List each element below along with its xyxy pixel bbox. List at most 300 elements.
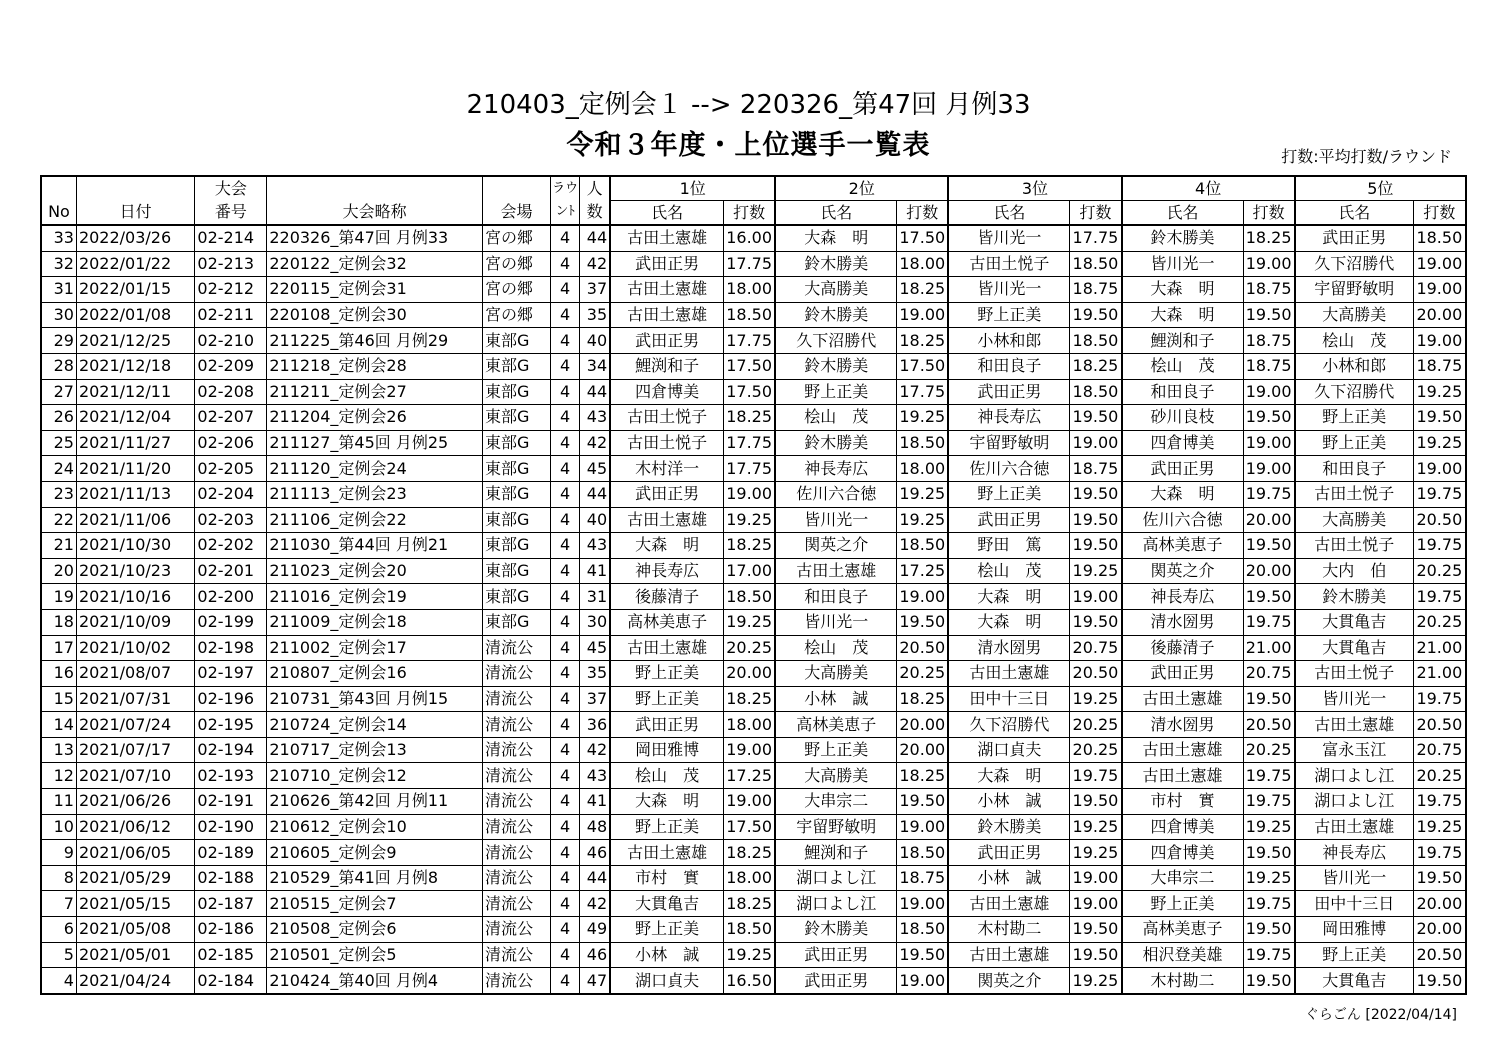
row-taikai-number: 02-185: [195, 942, 267, 968]
rank-4-score: 19.00: [1243, 379, 1295, 405]
rank-5-score: 19.75: [1413, 584, 1466, 610]
rank-1-score: 17.75: [724, 456, 776, 482]
rank-4-player-name: 大森 明: [1122, 481, 1244, 507]
rank-4-player-name: 古田土憲雄: [1122, 763, 1244, 789]
rank-3-score: 19.25: [1070, 968, 1122, 994]
rank-3-player-name: 武田正男: [948, 507, 1070, 533]
row-taikai-number: 02-208: [195, 379, 267, 405]
rank-1-score: 19.25: [724, 507, 776, 533]
row-date: 2021/06/12: [76, 814, 194, 840]
rank-5-score: 20.00: [1413, 302, 1466, 328]
rank-1-player-name: 古田土悦子: [610, 430, 723, 456]
rank-1-score: 17.50: [724, 814, 776, 840]
rank-4-score: 19.00: [1243, 430, 1295, 456]
row-tournament-name: 210807_定例会16: [267, 661, 483, 687]
row-round: 4: [550, 891, 579, 917]
row-people: 34: [580, 353, 610, 379]
row-round: 4: [550, 789, 579, 815]
row-taikai-number: 02-191: [195, 789, 267, 815]
row-no: 31: [41, 277, 76, 303]
row-people: 43: [580, 533, 610, 559]
row-people: 44: [580, 379, 610, 405]
rank-4-player-name: 市村 實: [1122, 789, 1244, 815]
row-date: 2021/11/06: [76, 507, 194, 533]
rank-5-score: 19.50: [1413, 968, 1466, 994]
row-people: 36: [580, 712, 610, 738]
rank-5-score: 19.75: [1413, 481, 1466, 507]
rank-2-player-name: 大高勝美: [775, 661, 897, 687]
rank-5-player-name: 古田土憲雄: [1295, 814, 1413, 840]
rank-4-player-name: 鯉渕和子: [1122, 328, 1244, 354]
rank-4-score: 20.00: [1243, 558, 1295, 584]
rank-5-score: 20.00: [1413, 891, 1466, 917]
rank-5-score: 20.25: [1413, 609, 1466, 635]
rank-3-player-name: 久下沼勝代: [948, 712, 1070, 738]
row-people: 42: [580, 430, 610, 456]
table-row: [41, 865, 1466, 891]
header-people-top: 人: [580, 176, 610, 201]
rank-3-score: 18.50: [1070, 251, 1122, 277]
rank-5-player-name: 湖口よし江: [1295, 789, 1413, 815]
row-people: 44: [580, 865, 610, 891]
rank-4-score: 19.50: [1243, 584, 1295, 610]
row-taikai-number: 02-200: [195, 584, 267, 610]
rank-3-score: 20.50: [1070, 661, 1122, 687]
row-taikai-number: 02-209: [195, 353, 267, 379]
row-no: 4: [41, 968, 76, 994]
table-row: [41, 507, 1466, 533]
row-people: 48: [580, 814, 610, 840]
table-row: [41, 917, 1466, 943]
header-shimei-1: 氏名: [610, 201, 723, 226]
rank-2-score: 18.50: [897, 533, 949, 559]
rank-1-player-name: 湖口貞夫: [610, 968, 723, 994]
row-no: 15: [41, 686, 76, 712]
row-date: 2021/06/26: [76, 789, 194, 815]
header-rank-3: 3位: [948, 176, 1121, 201]
rank-5-player-name: 岡田雅博: [1295, 917, 1413, 943]
rank-5-score: 20.00: [1413, 917, 1466, 943]
rank-4-player-name: 高林美恵子: [1122, 533, 1244, 559]
row-date: 2021/05/29: [76, 865, 194, 891]
rank-1-score: 18.25: [724, 405, 776, 431]
row-round: 4: [550, 661, 579, 687]
rank-1-player-name: 古田土憲雄: [610, 225, 723, 251]
row-round: 4: [550, 584, 579, 610]
row-no: 5: [41, 942, 76, 968]
row-tournament-name: 210605_定例会9: [267, 840, 483, 866]
row-taikai-number: 02-196: [195, 686, 267, 712]
table-row: [41, 277, 1466, 303]
row-taikai-number: 02-203: [195, 507, 267, 533]
rank-2-player-name: 桧山 茂: [775, 635, 897, 661]
rank-2-player-name: 武田正男: [775, 942, 897, 968]
rank-3-player-name: 古田土憲雄: [948, 891, 1070, 917]
rank-5-score: 19.25: [1413, 379, 1466, 405]
row-date: 2021/11/27: [76, 430, 194, 456]
rank-5-score: 18.75: [1413, 353, 1466, 379]
rank-1-score: 19.00: [724, 789, 776, 815]
rank-5-player-name: 湖口よし江: [1295, 763, 1413, 789]
row-tournament-name: 220122_定例会32: [267, 251, 483, 277]
rank-5-player-name: 鈴木勝美: [1295, 584, 1413, 610]
table-row: [41, 379, 1466, 405]
rank-1-score: 17.75: [724, 251, 776, 277]
row-taikai-number: 02-212: [195, 277, 267, 303]
rank-2-player-name: 高林美恵子: [775, 712, 897, 738]
row-venue: 清流公: [483, 840, 551, 866]
row-no: 7: [41, 891, 76, 917]
row-tournament-name: 211120_定例会24: [267, 456, 483, 482]
table-row: [41, 584, 1466, 610]
header-people: 数: [580, 201, 610, 226]
header-row-top: [41, 176, 1466, 201]
rank-1-player-name: 古田土憲雄: [610, 840, 723, 866]
rank-2-player-name: 和田良子: [775, 584, 897, 610]
row-taikai-number: 02-210: [195, 328, 267, 354]
rank-2-player-name: 野上正美: [775, 737, 897, 763]
rank-4-player-name: 後藤清子: [1122, 635, 1244, 661]
rank-4-player-name: 佐川六合徳: [1122, 507, 1244, 533]
rank-2-score: 20.00: [897, 712, 949, 738]
rank-2-player-name: 湖口よし江: [775, 865, 897, 891]
rank-2-score: 19.00: [897, 814, 949, 840]
row-round: 4: [550, 328, 579, 354]
rank-3-player-name: 野田 篤: [948, 533, 1070, 559]
header-round: ンﾄ: [550, 201, 579, 226]
row-people: 30: [580, 609, 610, 635]
rank-5-player-name: 大高勝美: [1295, 302, 1413, 328]
rank-3-score: 18.75: [1070, 277, 1122, 303]
row-venue: 清流公: [483, 686, 551, 712]
rank-1-score: 17.75: [724, 328, 776, 354]
footer-credit: ぐらごん [2022/04/14]: [1304, 1007, 1457, 1023]
rank-5-player-name: 小林和郎: [1295, 353, 1413, 379]
rank-1-player-name: 武田正男: [610, 481, 723, 507]
rank-1-score: 19.00: [724, 481, 776, 507]
rank-5-score: 20.75: [1413, 737, 1466, 763]
rank-5-player-name: 富永玉江: [1295, 737, 1413, 763]
row-taikai-number: 02-199: [195, 609, 267, 635]
rank-2-score: 18.50: [897, 840, 949, 866]
row-venue: 東部G: [483, 353, 551, 379]
header-rank-1: 1位: [610, 176, 775, 201]
rank-2-score: 18.50: [897, 917, 949, 943]
rank-2-score: 18.50: [897, 430, 949, 456]
rank-3-score: 18.50: [1070, 328, 1122, 354]
row-people: 47: [580, 968, 610, 994]
row-taikai-number: 02-190: [195, 814, 267, 840]
row-date: 2021/07/17: [76, 737, 194, 763]
row-tournament-name: 211211_定例会27: [267, 379, 483, 405]
row-venue: 清流公: [483, 737, 551, 763]
rank-4-player-name: 鈴木勝美: [1122, 225, 1244, 251]
table-row: [41, 686, 1466, 712]
row-taikai-number: 02-198: [195, 635, 267, 661]
row-venue: 清流公: [483, 635, 551, 661]
row-round: 4: [550, 533, 579, 559]
rank-1-score: 17.50: [724, 353, 776, 379]
rank-1-player-name: 後藤清子: [610, 584, 723, 610]
rank-4-score: 19.25: [1243, 865, 1295, 891]
header-dasu-3: 打数: [1070, 201, 1122, 226]
header-shimei-2: 氏名: [775, 201, 897, 226]
rank-1-player-name: 市村 實: [610, 865, 723, 891]
rank-2-score: 18.00: [897, 251, 949, 277]
row-tournament-name: 210424_第40回 月例4: [267, 968, 483, 994]
rank-3-player-name: 和田良子: [948, 353, 1070, 379]
rank-2-player-name: 鈴木勝美: [775, 302, 897, 328]
row-date: 2022/01/08: [76, 302, 194, 328]
rank-2-score: 18.75: [897, 865, 949, 891]
rank-4-player-name: 古田土憲雄: [1122, 686, 1244, 712]
row-taikai-number: 02-195: [195, 712, 267, 738]
header-no: No: [41, 201, 76, 226]
row-venue: 清流公: [483, 789, 551, 815]
rank-1-player-name: 桧山 茂: [610, 763, 723, 789]
rank-2-player-name: 鈴木勝美: [775, 251, 897, 277]
rank-1-player-name: 古田土悦子: [610, 405, 723, 431]
rank-4-score: 19.00: [1243, 456, 1295, 482]
row-no: 28: [41, 353, 76, 379]
row-tournament-name: 220108_定例会30: [267, 302, 483, 328]
table-row: [41, 942, 1466, 968]
row-no: 26: [41, 405, 76, 431]
row-round: 4: [550, 558, 579, 584]
row-no: 13: [41, 737, 76, 763]
rank-3-score: 18.25: [1070, 353, 1122, 379]
rank-5-player-name: 野上正美: [1295, 430, 1413, 456]
row-venue: 清流公: [483, 865, 551, 891]
rank-2-player-name: 鈴木勝美: [775, 430, 897, 456]
rank-3-player-name: 武田正男: [948, 840, 1070, 866]
rank-3-player-name: 古田土憲雄: [948, 942, 1070, 968]
table-row: [41, 225, 1466, 251]
row-venue: 清流公: [483, 661, 551, 687]
table-row: [41, 558, 1466, 584]
rank-4-score: 18.25: [1243, 225, 1295, 251]
rank-2-player-name: 野上正美: [775, 379, 897, 405]
row-taikai-number: 02-207: [195, 405, 267, 431]
rank-3-player-name: 桧山 茂: [948, 558, 1070, 584]
table-row: [41, 353, 1466, 379]
row-taikai-number: 02-187: [195, 891, 267, 917]
rank-4-score: 19.50: [1243, 968, 1295, 994]
rank-1-player-name: 古田土憲雄: [610, 507, 723, 533]
rank-5-player-name: 野上正美: [1295, 405, 1413, 431]
table-row: [41, 763, 1466, 789]
rank-4-player-name: 武田正男: [1122, 456, 1244, 482]
row-tournament-name: 211225_第46回 月例29: [267, 328, 483, 354]
rank-5-score: 20.50: [1413, 507, 1466, 533]
rank-3-player-name: 大森 明: [948, 584, 1070, 610]
rank-2-player-name: 久下沼勝代: [775, 328, 897, 354]
row-venue: 東部G: [483, 507, 551, 533]
rank-1-score: 18.25: [724, 686, 776, 712]
table-row: [41, 533, 1466, 559]
table-row: [41, 968, 1466, 994]
rank-3-player-name: 大森 明: [948, 763, 1070, 789]
header-dasu-2: 打数: [897, 201, 949, 226]
row-tournament-name: 210724_定例会14: [267, 712, 483, 738]
rank-3-score: 18.75: [1070, 456, 1122, 482]
row-date: 2021/12/25: [76, 328, 194, 354]
row-round: 4: [550, 277, 579, 303]
rank-4-player-name: 桧山 茂: [1122, 353, 1244, 379]
rank-3-player-name: 宇留野敏明: [948, 430, 1070, 456]
rank-1-player-name: 武田正男: [610, 328, 723, 354]
row-venue: 清流公: [483, 891, 551, 917]
row-venue: 清流公: [483, 942, 551, 968]
header-taikai-number: 番号: [195, 201, 267, 226]
rank-1-score: 18.25: [724, 891, 776, 917]
rank-1-score: 17.00: [724, 558, 776, 584]
row-people: 41: [580, 789, 610, 815]
rank-2-player-name: 桧山 茂: [775, 405, 897, 431]
row-round: 4: [550, 302, 579, 328]
header-row-bottom: [41, 201, 1466, 226]
row-date: 2022/01/15: [76, 277, 194, 303]
rank-1-player-name: 古田土憲雄: [610, 302, 723, 328]
rank-3-score: 19.00: [1070, 430, 1122, 456]
row-people: 43: [580, 405, 610, 431]
rank-2-score: 20.00: [897, 737, 949, 763]
row-no: 16: [41, 661, 76, 687]
header-dasu-1: 打数: [724, 201, 776, 226]
rank-4-player-name: 四倉博美: [1122, 840, 1244, 866]
rank-3-score: 19.50: [1070, 481, 1122, 507]
rank-5-score: 19.00: [1413, 328, 1466, 354]
rank-4-player-name: 四倉博美: [1122, 814, 1244, 840]
row-round: 4: [550, 456, 579, 482]
rank-1-player-name: 古田土憲雄: [610, 277, 723, 303]
row-tournament-name: 210626_第42回 月例11: [267, 789, 483, 815]
row-no: 6: [41, 917, 76, 943]
rank-5-score: 19.25: [1413, 430, 1466, 456]
rank-2-player-name: 鈴木勝美: [775, 353, 897, 379]
row-date: 2021/12/11: [76, 379, 194, 405]
rank-5-score: 19.75: [1413, 686, 1466, 712]
table-row: [41, 840, 1466, 866]
rank-4-score: 18.75: [1243, 353, 1295, 379]
rank-4-score: 19.75: [1243, 891, 1295, 917]
rank-1-player-name: 木村洋一: [610, 456, 723, 482]
rank-3-player-name: 小林和郎: [948, 328, 1070, 354]
rank-3-player-name: 木村勘二: [948, 917, 1070, 943]
rank-1-score: 19.25: [724, 942, 776, 968]
row-date: 2021/05/01: [76, 942, 194, 968]
table-row: [41, 789, 1466, 815]
rank-2-score: 19.25: [897, 481, 949, 507]
rank-2-player-name: 鯉渕和子: [775, 840, 897, 866]
table-row: [41, 302, 1466, 328]
rank-1-score: 17.25: [724, 763, 776, 789]
row-taikai-number: 02-202: [195, 533, 267, 559]
row-venue: 東部G: [483, 405, 551, 431]
rank-4-score: 19.50: [1243, 533, 1295, 559]
rank-5-score: 19.00: [1413, 277, 1466, 303]
rank-4-score: 20.00: [1243, 507, 1295, 533]
rank-2-score: 19.00: [897, 891, 949, 917]
rank-2-player-name: 関英之介: [775, 533, 897, 559]
rank-2-player-name: 小林 誠: [775, 686, 897, 712]
rank-5-score: 19.50: [1413, 405, 1466, 431]
row-tournament-name: 210710_定例会12: [267, 763, 483, 789]
row-tournament-name: 220326_第47回 月例33: [267, 225, 483, 251]
row-round: 4: [550, 917, 579, 943]
row-venue: 宮の郷: [483, 225, 551, 251]
row-tournament-name: 211023_定例会20: [267, 558, 483, 584]
rank-4-score: 19.50: [1243, 686, 1295, 712]
table-row: [41, 891, 1466, 917]
rank-2-player-name: 皆川光一: [775, 609, 897, 635]
rank-2-score: 18.25: [897, 328, 949, 354]
row-no: 30: [41, 302, 76, 328]
rank-1-player-name: 四倉博美: [610, 379, 723, 405]
row-venue: 清流公: [483, 814, 551, 840]
row-date: 2021/07/24: [76, 712, 194, 738]
table-row: [41, 481, 1466, 507]
row-people: 44: [580, 481, 610, 507]
rank-3-score: 19.25: [1070, 558, 1122, 584]
row-tournament-name: 210612_定例会10: [267, 814, 483, 840]
row-no: 12: [41, 763, 76, 789]
rank-1-score: 18.00: [724, 712, 776, 738]
header-shimei-5: 氏名: [1295, 201, 1413, 226]
row-round: 4: [550, 635, 579, 661]
row-no: 17: [41, 635, 76, 661]
rank-3-player-name: 神長寿広: [948, 405, 1070, 431]
rank-2-score: 17.25: [897, 558, 949, 584]
rank-1-player-name: 鯉渕和子: [610, 353, 723, 379]
row-round: 4: [550, 353, 579, 379]
rank-4-score: 19.75: [1243, 763, 1295, 789]
rank-5-player-name: 久下沼勝代: [1295, 379, 1413, 405]
row-no: 19: [41, 584, 76, 610]
rank-3-score: 19.50: [1070, 942, 1122, 968]
rank-2-score: 20.50: [897, 635, 949, 661]
header-tournament-name: 大会略称: [267, 201, 483, 226]
row-tournament-name: 211113_定例会23: [267, 481, 483, 507]
rank-4-score: 20.50: [1243, 712, 1295, 738]
rank-3-score: 19.00: [1070, 584, 1122, 610]
rank-2-score: 17.50: [897, 353, 949, 379]
row-no: 18: [41, 609, 76, 635]
rank-4-player-name: 相沢登美雄: [1122, 942, 1244, 968]
row-no: 23: [41, 481, 76, 507]
rank-4-player-name: 皆川光一: [1122, 251, 1244, 277]
rank-2-player-name: 大串宗二: [775, 789, 897, 815]
row-venue: 東部G: [483, 456, 551, 482]
header-no-top: [41, 176, 76, 201]
rank-1-player-name: 野上正美: [610, 814, 723, 840]
rank-2-score: 19.50: [897, 789, 949, 815]
row-venue: 清流公: [483, 712, 551, 738]
row-date: 2021/07/10: [76, 763, 194, 789]
rank-4-score: 19.00: [1243, 251, 1295, 277]
row-no: 11: [41, 789, 76, 815]
rank-3-player-name: 皆川光一: [948, 225, 1070, 251]
rank-5-score: 20.25: [1413, 763, 1466, 789]
rank-1-score: 18.25: [724, 840, 776, 866]
rank-3-score: 19.75: [1070, 763, 1122, 789]
header-shimei-4: 氏名: [1122, 201, 1244, 226]
page-subtitle: 令和３年度・上位選手一覧表: [566, 130, 931, 161]
rank-3-score: 19.50: [1070, 405, 1122, 431]
table-row: [41, 609, 1466, 635]
row-round: 4: [550, 763, 579, 789]
rank-1-player-name: 大貫亀吉: [610, 891, 723, 917]
